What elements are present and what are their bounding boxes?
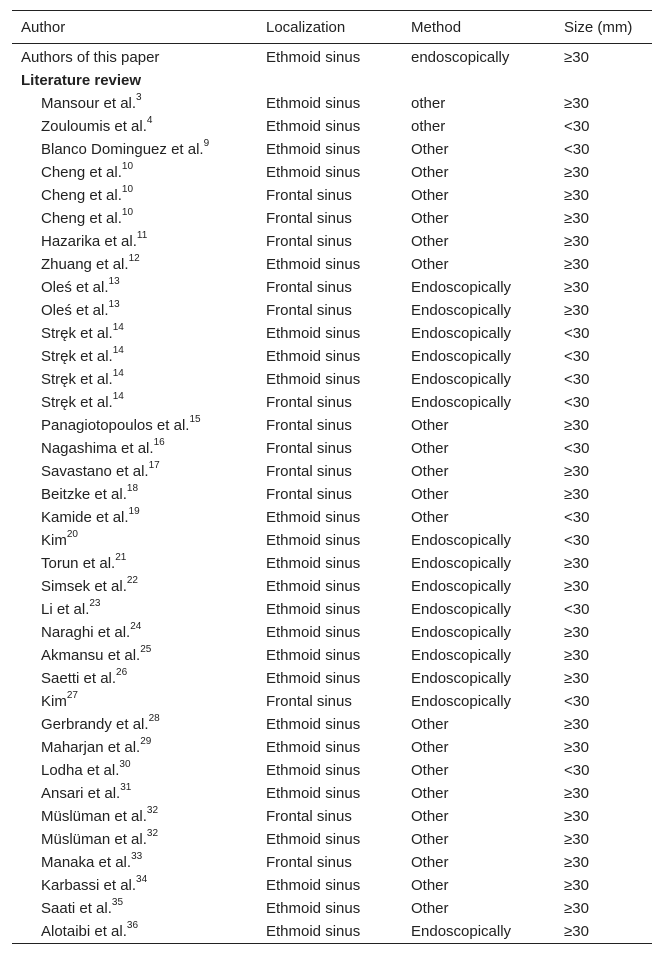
table-row	[12, 644, 652, 667]
author-cell	[12, 529, 257, 552]
author-name: Cheng et al.	[41, 210, 122, 227]
author-name: Cheng et al.	[41, 164, 122, 181]
table-row	[12, 460, 652, 483]
author-name: Nagashima et al.	[41, 440, 154, 457]
method-cell: Endoscopically	[411, 532, 512, 549]
size-cell: <30	[564, 118, 590, 135]
table-row	[12, 299, 652, 322]
author-name: Stręk et al.	[41, 325, 113, 342]
localization-cell: Ethmoid sinus	[266, 923, 361, 940]
method-cell: Endoscopically	[411, 647, 512, 664]
author-cell	[12, 207, 257, 230]
method-cell: Endoscopically	[411, 923, 512, 940]
author-cell	[12, 575, 257, 598]
table-row	[12, 782, 652, 805]
method-cell: Endoscopically	[411, 624, 512, 641]
localization-cell: Frontal sinus	[266, 693, 352, 710]
table-row	[12, 713, 652, 736]
author-cell	[12, 460, 257, 483]
localization-cell: Ethmoid sinus	[266, 785, 361, 802]
author-cell	[12, 736, 257, 759]
size-cell: ≥30	[564, 555, 589, 572]
method-cell: Endoscopically	[411, 670, 512, 687]
method-cell: other	[411, 95, 446, 112]
method-cell: Other	[411, 831, 449, 848]
table-row	[12, 874, 652, 897]
author-name: Mansour et al.	[41, 95, 137, 112]
size-cell: ≥30	[564, 854, 589, 871]
reference-number: 35	[111, 897, 124, 908]
method-cell: Endoscopically	[411, 555, 512, 572]
author-name: Kim	[41, 693, 67, 710]
table-row	[12, 92, 652, 115]
size-cell: ≥30	[564, 923, 589, 940]
localization-cell: Ethmoid sinus	[266, 141, 361, 158]
size-cell: ≥30	[564, 256, 589, 273]
reference-number: 25	[140, 644, 152, 655]
reference-number: 11	[136, 230, 148, 241]
method-cell: Endoscopically	[411, 601, 512, 618]
author-name: Zhuang et al.	[41, 256, 129, 273]
reference-number: 4	[146, 115, 153, 126]
own-localization-cell: Ethmoid sinus	[266, 49, 361, 66]
size-cell: ≥30	[564, 900, 589, 917]
method-cell: Other	[411, 256, 449, 273]
table-row	[12, 161, 652, 184]
author-cell	[12, 920, 257, 944]
method-cell: Endoscopically	[411, 371, 512, 388]
method-cell: Other	[411, 739, 449, 756]
localization-cell: Ethmoid sinus	[266, 325, 361, 342]
size-cell: ≥30	[564, 486, 589, 503]
author-name: Saetti et al.	[41, 670, 117, 687]
method-cell: Endoscopically	[411, 348, 512, 365]
reference-number: 14	[112, 322, 124, 333]
localization-cell: Ethmoid sinus	[266, 164, 361, 181]
table-row	[12, 253, 652, 276]
localization-cell: Ethmoid sinus	[266, 877, 361, 894]
author-name: Saati et al.	[41, 900, 112, 917]
localization-cell: Ethmoid sinus	[266, 371, 361, 388]
size-cell: ≥30	[564, 233, 589, 250]
size-cell: ≥30	[564, 831, 589, 848]
author-name: Maharjan et al.	[41, 739, 141, 756]
reference-number: 10	[121, 207, 134, 218]
size-cell: ≥30	[564, 647, 589, 664]
size-cell: ≥30	[564, 187, 589, 204]
method-cell: Other	[411, 854, 449, 871]
method-cell: Other	[411, 164, 449, 181]
author-cell	[12, 782, 257, 805]
localization-cell: Frontal sinus	[266, 440, 352, 457]
section-label: Literature review	[21, 72, 142, 89]
table-row	[12, 851, 652, 874]
localization-cell: Ethmoid sinus	[266, 762, 361, 779]
size-cell: <30	[564, 601, 590, 618]
method-cell: Other	[411, 785, 449, 802]
table-row	[12, 414, 652, 437]
method-cell: Other	[411, 440, 449, 457]
header-row	[12, 11, 652, 44]
table-body	[12, 44, 652, 944]
author-name: Kamide et al.	[41, 509, 129, 526]
method-cell: Endoscopically	[411, 302, 512, 319]
author-cell	[12, 667, 257, 690]
method-cell: Other	[411, 141, 449, 158]
section-row	[12, 69, 652, 92]
localization-cell: Ethmoid sinus	[266, 601, 361, 618]
table-row	[12, 552, 652, 575]
size-cell: ≥30	[564, 417, 589, 434]
method-cell: Endoscopically	[411, 578, 512, 595]
reference-number: 34	[136, 874, 148, 885]
table-row	[12, 529, 652, 552]
method-cell: Endoscopically	[411, 279, 512, 296]
own-method-cell: endoscopically	[411, 49, 510, 66]
table-row	[12, 575, 652, 598]
table-row	[12, 897, 652, 920]
size-cell: ≥30	[564, 716, 589, 733]
size-cell: ≥30	[564, 279, 589, 296]
author-name: Gerbrandy et al.	[41, 716, 149, 733]
author-name: Manaka et al.	[41, 854, 132, 871]
author-name: Lodha et al.	[41, 762, 120, 779]
reference-number: 32	[146, 828, 159, 839]
method-cell: Other	[411, 762, 449, 779]
author-name: Stręk et al.	[41, 371, 113, 388]
reference-number: 29	[140, 736, 152, 747]
author-cell	[12, 368, 257, 391]
table-row	[12, 759, 652, 782]
table-row	[12, 207, 652, 230]
author-name: Beitzke et al.	[41, 486, 127, 503]
localization-cell: Ethmoid sinus	[266, 739, 361, 756]
size-cell: ≥30	[564, 463, 589, 480]
reference-number: 32	[146, 805, 159, 816]
size-cell: <30	[564, 348, 590, 365]
author-name: Stręk et al.	[41, 394, 113, 411]
author-cell	[12, 828, 257, 851]
size-cell: <30	[564, 141, 590, 158]
localization-cell: Ethmoid sinus	[266, 670, 361, 687]
localization-cell: Frontal sinus	[266, 394, 352, 411]
author-cell	[12, 299, 257, 322]
method-cell: Endoscopically	[411, 325, 512, 342]
size-cell: <30	[564, 532, 590, 549]
size-cell: <30	[564, 394, 590, 411]
author-name: Panagiotopoulos et al.	[41, 417, 190, 434]
localization-cell: Frontal sinus	[266, 417, 352, 434]
reference-number: 20	[66, 529, 78, 540]
size-cell: ≥30	[564, 624, 589, 641]
localization-cell: Ethmoid sinus	[266, 118, 361, 135]
method-cell: Other	[411, 900, 449, 917]
size-cell: ≥30	[564, 302, 589, 319]
author-cell	[12, 506, 257, 529]
localization-cell: Ethmoid sinus	[266, 716, 361, 733]
size-cell: ≥30	[564, 739, 589, 756]
localization-cell: Frontal sinus	[266, 233, 352, 250]
author-name: Ansari et al.	[41, 785, 121, 802]
author-name: Naraghi et al.	[41, 624, 131, 641]
size-cell: <30	[564, 509, 590, 526]
table-row	[12, 828, 652, 851]
author-name: Zouloumis et al.	[41, 118, 147, 135]
author-name: Kim	[41, 532, 67, 549]
author-cell	[12, 483, 257, 506]
author-name: Müslüman et al.	[41, 808, 147, 825]
author-name: Hazarika et al.	[41, 233, 137, 250]
author-cell	[12, 230, 257, 253]
method-cell: Other	[411, 486, 449, 503]
localization-cell: Ethmoid sinus	[266, 647, 361, 664]
reference-number: 12	[128, 253, 140, 264]
author-cell	[12, 322, 257, 345]
reference-number: 14	[112, 368, 124, 379]
method-cell: Other	[411, 187, 449, 204]
literature-table	[12, 10, 652, 944]
table-row	[12, 345, 652, 368]
size-cell: ≥30	[564, 877, 589, 894]
author-name: Li et al.	[41, 601, 90, 618]
method-cell: Endoscopically	[411, 693, 512, 710]
method-cell: Other	[411, 509, 449, 526]
table-row	[12, 322, 652, 345]
size-cell: ≥30	[564, 210, 589, 227]
localization-cell: Frontal sinus	[266, 463, 352, 480]
author-name: Oleś et al.	[41, 279, 109, 296]
size-cell: <30	[564, 762, 590, 779]
table-row	[12, 621, 652, 644]
author-cell	[12, 437, 257, 460]
author-cell	[12, 759, 257, 782]
author-cell	[12, 276, 257, 299]
author-cell	[12, 598, 257, 621]
method-cell: other	[411, 118, 446, 135]
table-row	[12, 506, 652, 529]
reference-number: 13	[108, 299, 120, 310]
method-cell: Other	[411, 716, 449, 733]
own-author-cell: Authors of this paper	[21, 49, 160, 66]
table-row	[12, 667, 652, 690]
reference-number: 28	[148, 713, 160, 724]
size-cell: <30	[564, 371, 590, 388]
localization-cell: Ethmoid sinus	[266, 348, 361, 365]
reference-number: 15	[189, 414, 201, 425]
method-cell: Endoscopically	[411, 394, 512, 411]
method-cell: Other	[411, 463, 449, 480]
size-cell: <30	[564, 440, 590, 457]
localization-cell: Frontal sinus	[266, 210, 352, 227]
localization-cell: Frontal sinus	[266, 187, 352, 204]
reference-number: 17	[148, 460, 160, 471]
localization-cell: Frontal sinus	[266, 486, 352, 503]
size-cell: ≥30	[564, 785, 589, 802]
table-row	[12, 368, 652, 391]
localization-cell: Frontal sinus	[266, 808, 352, 825]
reference-number: 24	[130, 621, 142, 632]
own-size-cell: ≥30	[564, 49, 589, 66]
table-row	[12, 138, 652, 161]
table-row	[12, 184, 652, 207]
size-cell: ≥30	[564, 164, 589, 181]
table-row	[12, 391, 652, 414]
author-cell	[12, 345, 257, 368]
reference-number: 10	[121, 184, 134, 195]
localization-cell: Ethmoid sinus	[266, 900, 361, 917]
own-study-row	[12, 44, 652, 70]
author-name: Cheng et al.	[41, 187, 122, 204]
table-row	[12, 805, 652, 828]
literature-table-container	[12, 10, 652, 944]
method-cell: Other	[411, 233, 449, 250]
reference-number: 36	[126, 920, 139, 931]
author-cell	[12, 92, 257, 115]
author-cell	[12, 184, 257, 207]
reference-number: 16	[153, 437, 165, 448]
author-name: Alotaibi et al.	[41, 923, 127, 940]
author-cell	[12, 644, 257, 667]
reference-number: 33	[131, 851, 143, 862]
author-name: Torun et al.	[41, 555, 116, 572]
method-cell: Other	[411, 808, 449, 825]
reference-number: 18	[126, 483, 139, 494]
size-cell: <30	[564, 325, 590, 342]
author-name: Oleś et al.	[41, 302, 109, 319]
reference-number: 27	[66, 690, 78, 701]
table-row	[12, 276, 652, 299]
localization-cell: Ethmoid sinus	[266, 555, 361, 572]
reference-number: 23	[89, 598, 101, 609]
table-row	[12, 690, 652, 713]
method-cell: Other	[411, 210, 449, 227]
author-cell	[12, 621, 257, 644]
author-name: Simsek et al.	[41, 578, 127, 595]
header-size: Size (mm)	[564, 18, 633, 36]
table-row	[12, 598, 652, 621]
reference-number: 10	[121, 161, 134, 172]
size-cell: ≥30	[564, 578, 589, 595]
reference-number: 30	[119, 759, 131, 770]
author-cell	[12, 138, 257, 161]
localization-cell: Ethmoid sinus	[266, 831, 361, 848]
table-row	[12, 736, 652, 759]
localization-cell: Ethmoid sinus	[266, 256, 361, 273]
author-cell	[12, 805, 257, 828]
reference-number: 13	[108, 276, 120, 287]
table-row	[12, 115, 652, 138]
author-name: Savastano et al.	[41, 463, 149, 480]
author-cell	[12, 161, 257, 184]
table-row	[12, 437, 652, 460]
reference-number: 31	[120, 782, 132, 793]
author-cell	[12, 851, 257, 874]
localization-cell: Ethmoid sinus	[266, 509, 361, 526]
author-name: Blanco Dominguez et al.	[41, 141, 204, 158]
author-name: Stręk et al.	[41, 348, 113, 365]
localization-cell: Ethmoid sinus	[266, 624, 361, 641]
localization-cell: Frontal sinus	[266, 302, 352, 319]
author-name: Akmansu et al.	[41, 647, 141, 664]
method-cell: Other	[411, 417, 449, 434]
reference-number: 9	[203, 138, 210, 149]
size-cell: <30	[564, 693, 590, 710]
reference-number: 14	[112, 391, 124, 402]
header-localization: Localization	[266, 18, 346, 36]
localization-cell: Frontal sinus	[266, 854, 352, 871]
author-cell	[12, 253, 257, 276]
author-cell	[12, 874, 257, 897]
reference-number: 14	[112, 345, 124, 356]
author-cell	[12, 414, 257, 437]
table-header	[12, 11, 652, 44]
localization-cell: Frontal sinus	[266, 279, 352, 296]
localization-cell: Ethmoid sinus	[266, 95, 361, 112]
table-row	[12, 230, 652, 253]
localization-cell: Ethmoid sinus	[266, 578, 361, 595]
size-cell: ≥30	[564, 808, 589, 825]
method-cell: Other	[411, 877, 449, 894]
reference-number: 22	[126, 575, 138, 586]
size-cell: ≥30	[564, 95, 589, 112]
reference-number: 19	[128, 506, 140, 517]
size-cell: ≥30	[564, 670, 589, 687]
author-cell	[12, 690, 257, 713]
table-row	[12, 920, 652, 944]
reference-number: 26	[116, 667, 128, 678]
author-name: Karbassi et al.	[41, 877, 137, 894]
author-cell	[12, 391, 257, 414]
author-cell	[12, 552, 257, 575]
table-row	[12, 483, 652, 506]
localization-cell: Ethmoid sinus	[266, 532, 361, 549]
header-author: Author	[21, 18, 66, 36]
header-method: Method	[411, 18, 462, 36]
author-cell	[12, 713, 257, 736]
author-cell	[12, 897, 257, 920]
author-name: Müslüman et al.	[41, 831, 147, 848]
reference-number: 3	[136, 92, 142, 103]
author-cell	[12, 115, 257, 138]
reference-number: 21	[115, 552, 127, 563]
